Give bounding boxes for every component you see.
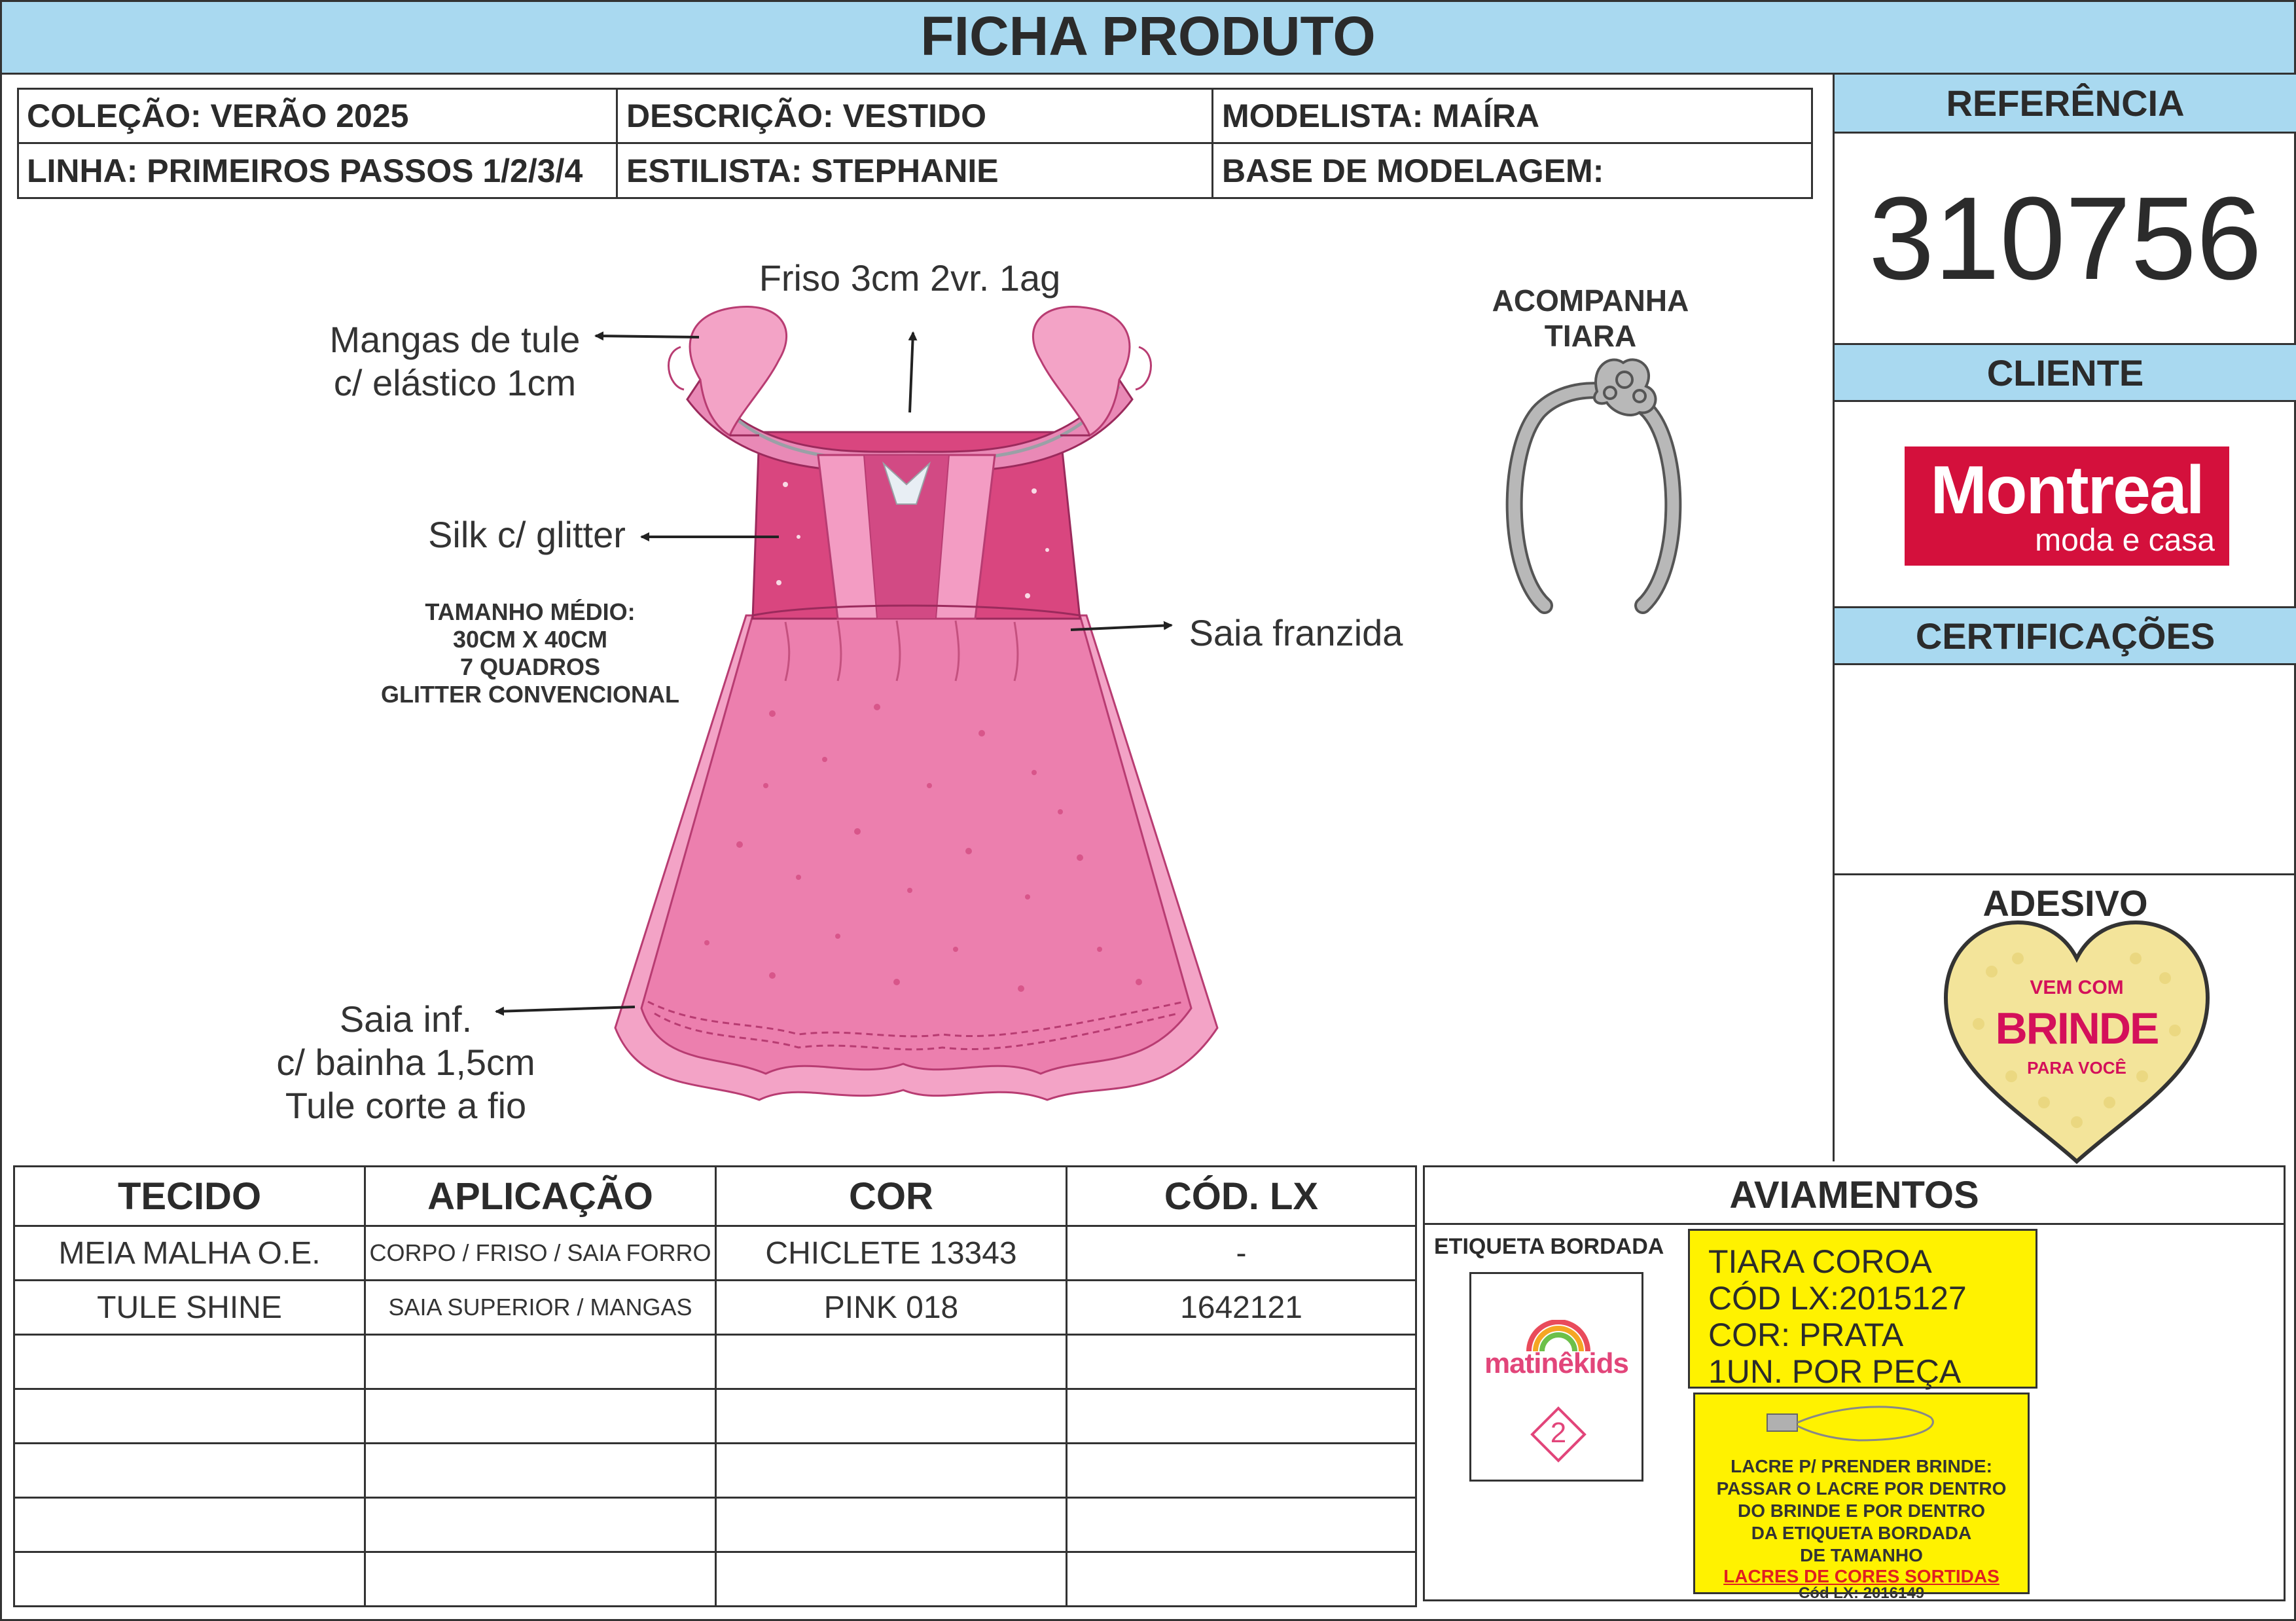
lacre-line-6: LACRES DE CORES SORTIDAS: [1723, 1566, 2000, 1586]
table-row: [14, 1444, 1416, 1498]
lacre-line-3: DO BRINDE E POR DENTRO: [1737, 1501, 1986, 1521]
etiqueta-label: ETIQUETA BORDADA: [1434, 1234, 1664, 1259]
cell-cor: PINK 018: [716, 1281, 1067, 1335]
cell-tecido: [14, 1498, 365, 1552]
cell-cod-lx: [1067, 1444, 1416, 1498]
tiara-coroa-box: [1688, 1229, 2037, 1389]
cell-cod-lx: [1067, 1552, 1416, 1607]
adesivo-label: ADESIVO: [1982, 882, 2148, 924]
adesivo-text-1: VEM COM: [2030, 977, 2124, 998]
matinekids-logo: matinêkids: [1484, 1347, 1628, 1379]
callout-mangas-2: c/ elástico 1cm: [333, 362, 577, 403]
table-row: [14, 1552, 1416, 1607]
cell-cor: [716, 1389, 1067, 1444]
fabric-header-cor: COR: [716, 1167, 1067, 1226]
note-tamanho-4: GLITTER CONVENCIONAL: [381, 681, 679, 708]
montreal-logo-sub: moda e casa: [2035, 523, 2215, 558]
tiara-line-1: TIARA COROA: [1708, 1243, 1932, 1280]
fabric-header-tecido: TECIDO: [14, 1167, 365, 1226]
adesivo-text-2: BRINDE: [1995, 1004, 2159, 1053]
cliente-header: CLIENTE: [1835, 343, 2296, 402]
table-row: [14, 1226, 1416, 1281]
lacre-line-5: DE TAMANHO: [1800, 1545, 1923, 1565]
lacre-line-4: DA ETIQUETA BORDADA: [1751, 1523, 1972, 1543]
cell-cor: CHICLETE 13343: [716, 1226, 1067, 1281]
note-tamanho-2: 30CM X 40CM: [452, 626, 608, 653]
cell-cor: [716, 1552, 1067, 1607]
table-row: [14, 1335, 1416, 1389]
lacre-line-1: LACRE P/ PRENDER BRINDE:: [1731, 1456, 1992, 1476]
cell-tecido: MEIA MALHA O.E.: [14, 1226, 365, 1281]
callout-mangas-1: Mangas de tule: [329, 319, 581, 360]
cell-aplicacao: [365, 1335, 716, 1389]
callout-saia-inf-3: Tule corte a fio: [285, 1085, 527, 1126]
cell-aplicacao: [365, 1552, 716, 1607]
meta-colecao: COLEÇÃO: VERÃO 2025: [27, 98, 409, 134]
cell-cor: [716, 1444, 1067, 1498]
tiara-line-3: COR: PRATA: [1708, 1317, 1904, 1353]
note-tamanho-1: TAMANHO MÉDIO:: [425, 598, 636, 625]
meta-estilista: ESTILISTA: STEPHANIE: [626, 153, 999, 189]
table-row: [14, 1389, 1416, 1444]
cell-tecido: [14, 1389, 365, 1444]
adesivo-text-3: PARA VOCÊ: [2027, 1058, 2126, 1078]
lacre-box: [1693, 1393, 2030, 1602]
montreal-logo-main: Montreal: [1930, 452, 2204, 528]
cell-cor: [716, 1498, 1067, 1552]
meta-base-modelagem: BASE DE MODELAGEM:: [1222, 153, 1604, 189]
table-row: [14, 1498, 1416, 1552]
referencia-header: REFERÊNCIA: [1835, 75, 2296, 134]
tiara-line-4: 1UN. POR PEÇA: [1708, 1353, 1962, 1390]
callout-friso: Friso 3cm 2vr. 1ag: [759, 257, 1061, 299]
meta-descricao: DESCRIÇÃO: VESTIDO: [626, 98, 987, 134]
referencia-number: 310756: [1869, 172, 2262, 304]
cell-tecido: [14, 1335, 365, 1389]
cell-aplicacao: CORPO / FRISO / SAIA FORRO: [365, 1226, 716, 1281]
cell-aplicacao: [365, 1498, 716, 1552]
cell-cod-lx: [1067, 1335, 1416, 1389]
cell-aplicacao: [365, 1444, 716, 1498]
cell-cod-lx: 1642121: [1067, 1281, 1416, 1335]
tiara-line-2: CÓD LX:2015127: [1708, 1280, 1967, 1317]
cell-cod-lx: -: [1067, 1226, 1416, 1281]
cell-aplicacao: [365, 1389, 716, 1444]
acompanha-label-2: TIARA: [1544, 319, 1637, 353]
cell-tecido: [14, 1552, 365, 1607]
note-tamanho-3: 7 QUADROS: [459, 653, 601, 680]
table-row: [14, 1281, 1416, 1335]
fabric-header-cod-lx: CÓD. LX: [1067, 1167, 1416, 1226]
aviamentos-panel: [1423, 1165, 2286, 1601]
fabric-header-aplicacao: APLICAÇÃO: [365, 1167, 716, 1226]
meta-modelista: MODELISTA: MAÍRA: [1222, 98, 1540, 134]
certificacoes-header: CERTIFICAÇÕES: [1835, 606, 2296, 665]
callout-saia-inf-1: Saia inf.: [339, 998, 473, 1040]
acompanha-label-1: ACOMPANHA: [1492, 283, 1689, 318]
cell-aplicacao: SAIA SUPERIOR / MANGAS: [365, 1281, 716, 1335]
cell-tecido: [14, 1444, 365, 1498]
page-title: FICHA PRODUTO: [0, 0, 2296, 75]
aviamentos-title: AVIAMENTOS: [1425, 1167, 2284, 1225]
callout-saia-inf-2: c/ bainha 1,5cm: [276, 1042, 535, 1083]
lacre-seal-icon: [1761, 1401, 1944, 1453]
tiara-illustration: [1499, 354, 1689, 615]
cell-cor: [716, 1335, 1067, 1389]
callout-saia-franzida: Saia franzida: [1189, 612, 1403, 653]
lacre-line-7: Cód LX: 2016149: [1798, 1584, 1925, 1602]
cell-tecido: TULE SHINE: [14, 1281, 365, 1335]
fabric-table: [13, 1165, 1417, 1607]
meta-linha: LINHA: PRIMEIROS PASSOS 1/2/3/4: [27, 153, 583, 189]
cell-cod-lx: [1067, 1498, 1416, 1552]
size-number: 2: [1550, 1417, 1567, 1449]
lacre-line-2: PASSAR O LACRE POR DENTRO: [1716, 1478, 2007, 1499]
woven-label: [1469, 1272, 1643, 1482]
callout-silk: Silk c/ glitter: [428, 514, 626, 555]
cell-cod-lx: [1067, 1389, 1416, 1444]
